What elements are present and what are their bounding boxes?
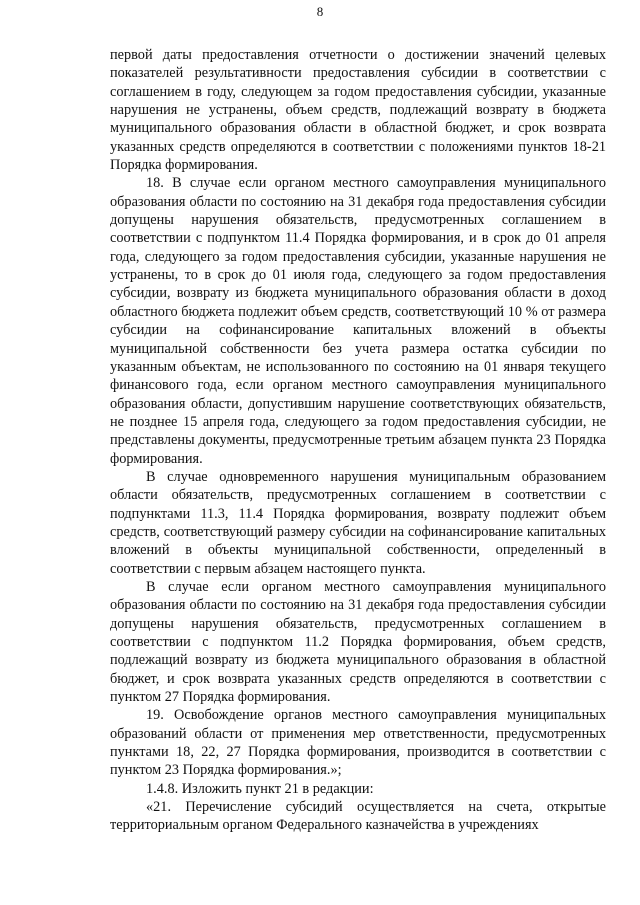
document-body	[110, 46, 606, 835]
paragraph-item-18: 18. В случае если органом местного самоуправления муниципального образования области по состоянию на 31 декабря года предоставления субсидии допущены нарушения обязательств, предусмотренных соглашением в соответствии с подпунктом 11.4 Порядка формирования, и в срок до 01 апреля года, следующего за годом предоставления субсидии, указанные нарушения не устранены, то в срок до 01 июля года, следующего за годом предоставления субсидии, возврату из бюджета муниципального образования области в доход областного бюджета подлежит объем средств, соответствующий 10 % от размера субсидии на софинансирование капитальных вложений в объекты муниципальной собственности без учета размера остатка субсидии по указанным объектам, не использованного по состоянию на 01 января текущего финансового года, если органом местного самоуправления муниципального образования области, допустившим нарушение соответствующих обязательств, не позднее 15 апреля года, следующего за годом предоставления субсидии, не представлены документы, предусмотренные третьим абзацем пункта 23 Порядка формирования.	[110, 175, 606, 467]
paragraph-continuation: первой даты предоставления отчетности о достижении значений целевых показателей результативности предоставления субсидии в соответствии с соглашением в году, следующем за годом предоставления субсидии, указанные нарушения не устранены, объем средств, подлежащий возврату в бюджета муниципального образования области в областной бюджет, и срок возврата указанных средств определяются в соответствии с положениями пунктов 18-21 Порядка формирования.	[110, 47, 606, 174]
page-number: 8	[316, 4, 324, 19]
paragraph-amendment-1-4-8: 1.4.8. Изложить пункт 21 в редакции:	[146, 780, 374, 797]
paragraph-item-19: 19. Освобождение органов местного самоуправления муниципальных образований области от применения мер ответственности, предусмотренных пунктами 18, 22, 27 Порядка формирования, производится в соответствии с пунктом 23 Порядка формирования.»;	[110, 707, 606, 779]
paragraph-item-21: «21. Перечисление субсидий осуществляется на счета, открытые территориальным органом Федерального казначейства в учреждениях	[110, 799, 606, 834]
paragraph-simultaneous-violation: В случае одновременного нарушения муниципальным образованием области обязательств, предусмотренных соглашением в соответствии с подпунктами 11.3, 11.4 Порядка формирования, возврату подлежит объем средств, соответствующий размеру субсидии на софинансирование капитальных вложений в объекты муниципальной собственности, определенный в соответствии с первым абзацем настоящего пункта.	[110, 468, 606, 577]
paragraph-violation-11-2: В случае если органом местного самоуправления муниципального образования области по состоянию на 31 декабря года предоставления субсидии допущены нарушения обязательств, предусмотренных соглашением в соответствии с подпунктом 11.2 Порядка формирования, объем средств, подлежащий возврату из бюджета муниципального образования в областной бюджет, и срок возврата указанных средств определяются в соответствии с пунктом 27 Порядка формирования.	[110, 578, 606, 706]
